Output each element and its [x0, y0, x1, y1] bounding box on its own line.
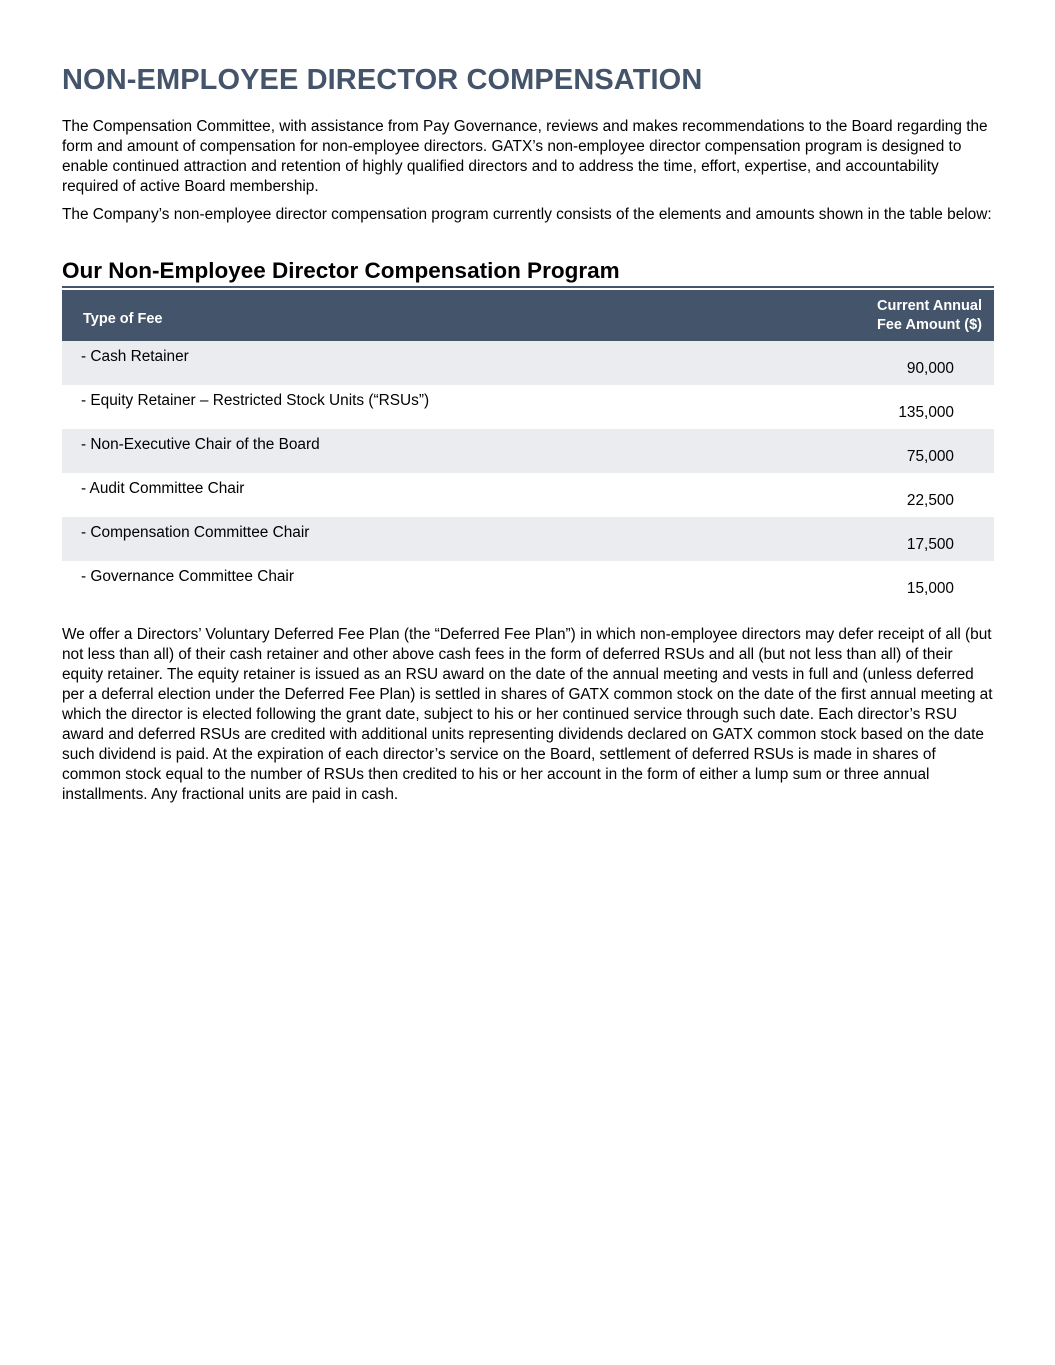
table-row: [62, 385, 994, 429]
intro-paragraph-2: The Company’s non-employee director compensation program currently consists of the elements and amounts shown in the table below:: [62, 206, 992, 223]
header-amount-line-2: Fee Amount ($): [877, 316, 982, 333]
document-page: [62, 60, 994, 805]
table-row: [62, 341, 994, 385]
fee-amount-cell: 22,500: [906, 492, 954, 509]
section-title: Our Non-Employee Director Compensation Program: [62, 257, 994, 288]
fee-amount-cell: 75,000: [769, 429, 994, 473]
header-amount-line-1: Current Annual: [877, 297, 982, 314]
table-row: [62, 517, 994, 561]
fee-type-cell: - Compensation Committee Chair: [62, 517, 769, 561]
table-row: [62, 429, 994, 473]
intro-paragraph-1: The Compensation Committee, with assistance from Pay Governance, reviews and makes recommendations to the Board regarding the form and amount of compensation for non-employee directors. GATX’s non-employee director compensation program is designed to enable continued attraction and retention of highly qualified directors and to address the time, effort, expertise, and accountability required of active Board membership.: [62, 118, 988, 195]
header-type-of-fee: Type of Fee: [62, 290, 769, 341]
fee-amount-cell: 135,000: [898, 404, 954, 421]
fee-type-cell: - Audit Committee Chair: [81, 480, 245, 497]
fee-type-cell: - Cash Retainer: [62, 341, 769, 385]
page-title: NON-EMPLOYEE DIRECTOR COMPENSATION: [62, 64, 703, 96]
header-fee-amount: [769, 290, 994, 341]
fee-amount-cell: 17,500: [769, 517, 994, 561]
fee-type-cell: - Non-Executive Chair of the Board: [62, 429, 769, 473]
deferred-fee-plan-paragraph: We offer a Directors’ Voluntary Deferred Fee Plan (the “Deferred Fee Plan”) in which non-employee directors may defer receipt of all (but not less than all) of their cash retainer and other above cash fees in the form of deferred RSUs and all (but not less than all) of their equity retainer. The equity retainer is issued as an RSU award on the date of the annual meeting and vests in full and (unless deferred per a deferral election under the Deferred Fee Plan) is settled in shares of GATX common stock on the date of the first annual meeting at which the director is elected following the grant date, subject to his or her continued service through such date. Each director’s RSU award and deferred RSUs are credited with additional units representing dividends declared on GATX common stock based on the date such dividend is paid. At the expiration of each director’s service on the Board, settlement of deferred RSUs is made in shares of common stock equal to the number of RSUs then credited to his or her account in the form of either a lump sum or three annual installments. Any fractional units are paid in cash.: [62, 626, 993, 803]
fee-type-cell: - Governance Committee Chair: [81, 568, 294, 585]
compensation-table: [62, 290, 994, 605]
table-row: [62, 473, 994, 517]
table-row: [62, 561, 994, 605]
fee-amount-cell: 90,000: [769, 341, 994, 385]
fee-amount-cell: 15,000: [906, 580, 954, 597]
fee-type-cell: - Equity Retainer – Restricted Stock Units (“RSUs”): [81, 392, 430, 409]
table-header-row: [62, 290, 994, 341]
